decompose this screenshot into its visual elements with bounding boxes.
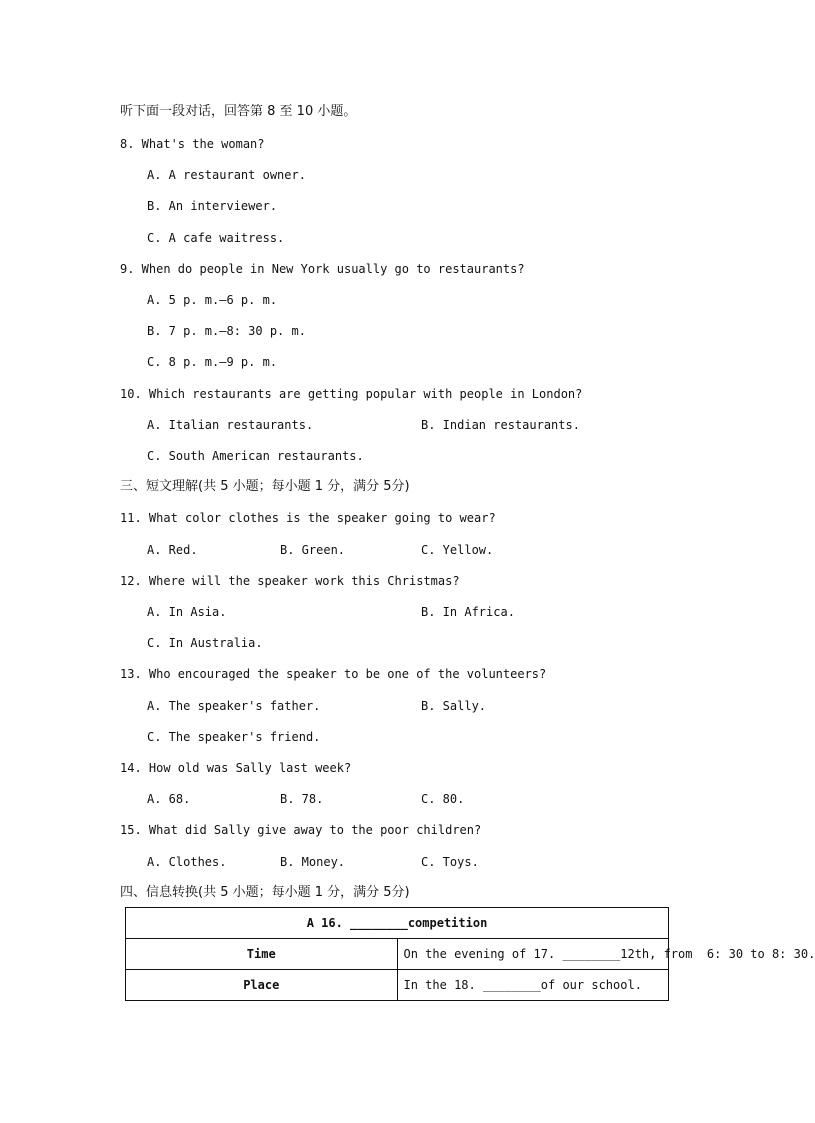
option-9b: B. 7 p. m.—8: 30 p. m. (147, 324, 306, 338)
option-12b: B. In Africa. (421, 605, 515, 619)
table-row (126, 908, 669, 939)
option-11a: A. Red. (147, 543, 198, 557)
table-label-time: Time (126, 939, 398, 970)
table-row (126, 970, 669, 1001)
option-8b: B. An interviewer. (147, 199, 278, 213)
table-label-place: Place (126, 970, 398, 1001)
question-12: 12. Where will the speaker work this Christmas? (120, 574, 460, 588)
option-12a: A. In Asia. (147, 605, 227, 619)
option-14b: B. 78. (280, 792, 324, 806)
option-15b: B. Money. (280, 855, 346, 869)
table-value-time: On the evening of 17. ________12th, from 6: 30 to 8: 30. (397, 939, 669, 970)
option-10a: A. Italian restaurants. (147, 418, 314, 432)
option-11b: B. Green. (280, 543, 346, 557)
question-15: 15. What did Sally give away to the poor children? (120, 823, 482, 837)
option-15a: A. Clothes. (147, 855, 227, 869)
option-11c: C. Yellow. (421, 543, 494, 557)
question-10: 10. Which restaurants are getting popular with people in London? (120, 387, 583, 401)
table-value-place: In the 18. ________of our school. (397, 970, 669, 1001)
section-4-title: 四、信息转换(共 5 小题；每小题 1 分，满分 5分) (120, 885, 410, 900)
option-13b: B. Sally. (421, 699, 487, 713)
option-9a: A. 5 p. m.—6 p. m. (147, 293, 278, 307)
option-14c: C. 80. (421, 792, 465, 806)
option-9c: C. 8 p. m.—9 p. m. (147, 355, 278, 369)
section-3-title: 三、短文理解(共 5 小题；每小题 1 分，满分 5分) (120, 479, 410, 494)
question-9: 9. When do people in New York usually go to restaurants? (120, 262, 525, 276)
option-10c: C. South American restaurants. (147, 449, 364, 463)
option-8a: A. A restaurant owner. (147, 168, 306, 182)
option-13c: C. The speaker's friend. (147, 730, 321, 744)
table-row (126, 939, 669, 970)
option-15c: C. Toys. (421, 855, 479, 869)
table-heading: A 16. ________competition (126, 908, 669, 939)
question-8: 8. What's the woman? (120, 137, 265, 151)
option-13a: A. The speaker's father. (147, 699, 321, 713)
question-14: 14. How old was Sally last week? (120, 761, 352, 775)
option-8c: C. A cafe waitress. (147, 231, 285, 245)
option-12c: C. In Australia. (147, 636, 263, 650)
option-14a: A. 68. (147, 792, 191, 806)
info-table (125, 907, 815, 1001)
question-13: 13. Who encouraged the speaker to be one of the volunteers? (120, 667, 547, 681)
section-2-intro: 听下面一段对话，回答第 8 至 10 小题。 (120, 104, 357, 119)
option-10b: B. Indian restaurants. (421, 418, 580, 432)
question-11: 11. What color clothes is the speaker going to wear? (120, 511, 496, 525)
